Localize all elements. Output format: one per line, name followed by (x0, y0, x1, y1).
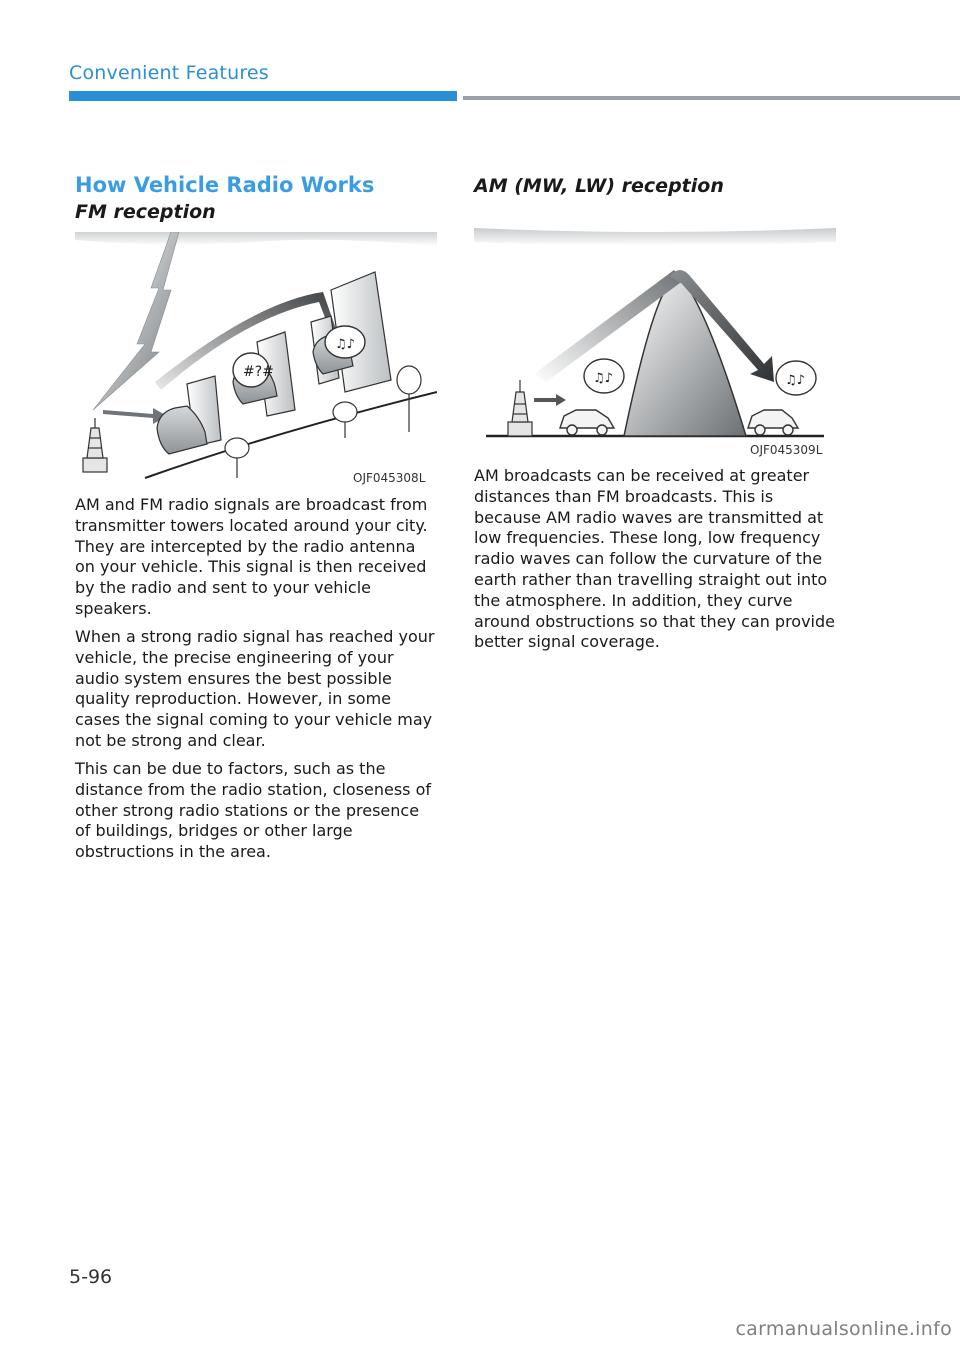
running-head: Convenient Features (69, 62, 269, 84)
am-heading: AM (MW, LW) reception (474, 175, 724, 197)
svg-text:♫♪: ♫♪ (335, 337, 355, 352)
am-paragraph: AM broadcasts can be received at greater distances than FM broadcasts. This is because AM radio waves are transmitted at low frequencies. These long, low frequency radio waves can follow the curvature of the earth rather than travelling straight out into the atmosphere. In addition, they curve around obstructions so that they can provide better signal coverage. (474, 466, 835, 652)
fm-heading: FM reception (75, 201, 216, 223)
fm-paragraph-1: AM and FM radio signals are broadcast from transmitter towers located around your city. They are intercepted by the radio antenna on your vehicle. This signal is then received by the radio and sent to your vehicle speakers. (75, 495, 428, 618)
fm-reception-illustration (75, 232, 437, 484)
svg-text:♫♪: ♫♪ (785, 373, 805, 388)
fm-paragraph-3: This can be due to factors, such as the distance from the radio station, closeness of other strong radio stations or the presence of buildings, bridges or other large obstructions in the area. (75, 759, 432, 862)
am-reception-illustration (474, 204, 836, 454)
svg-text:♫♪: ♫♪ (593, 371, 613, 386)
fm-figure-code: OJF045308L (353, 471, 426, 485)
header-rule-gray (463, 96, 960, 100)
section-title: How Vehicle Radio Works (75, 173, 375, 197)
fm-paragraph-2: When a strong radio signal has reached your vehicle, the precise engineering of your audio system ensures the best possible quality reproduction. However, in some cases the signal coming to your vehicle may not be strong and clear. (75, 627, 435, 750)
header-rule-accent (69, 91, 457, 101)
am-figure-code: OJF045309L (750, 443, 823, 457)
page-number: 5-96 (69, 1266, 113, 1288)
svg-text:#?#: #?# (243, 364, 274, 380)
watermark: carmanualsonline.info (735, 1318, 952, 1340)
